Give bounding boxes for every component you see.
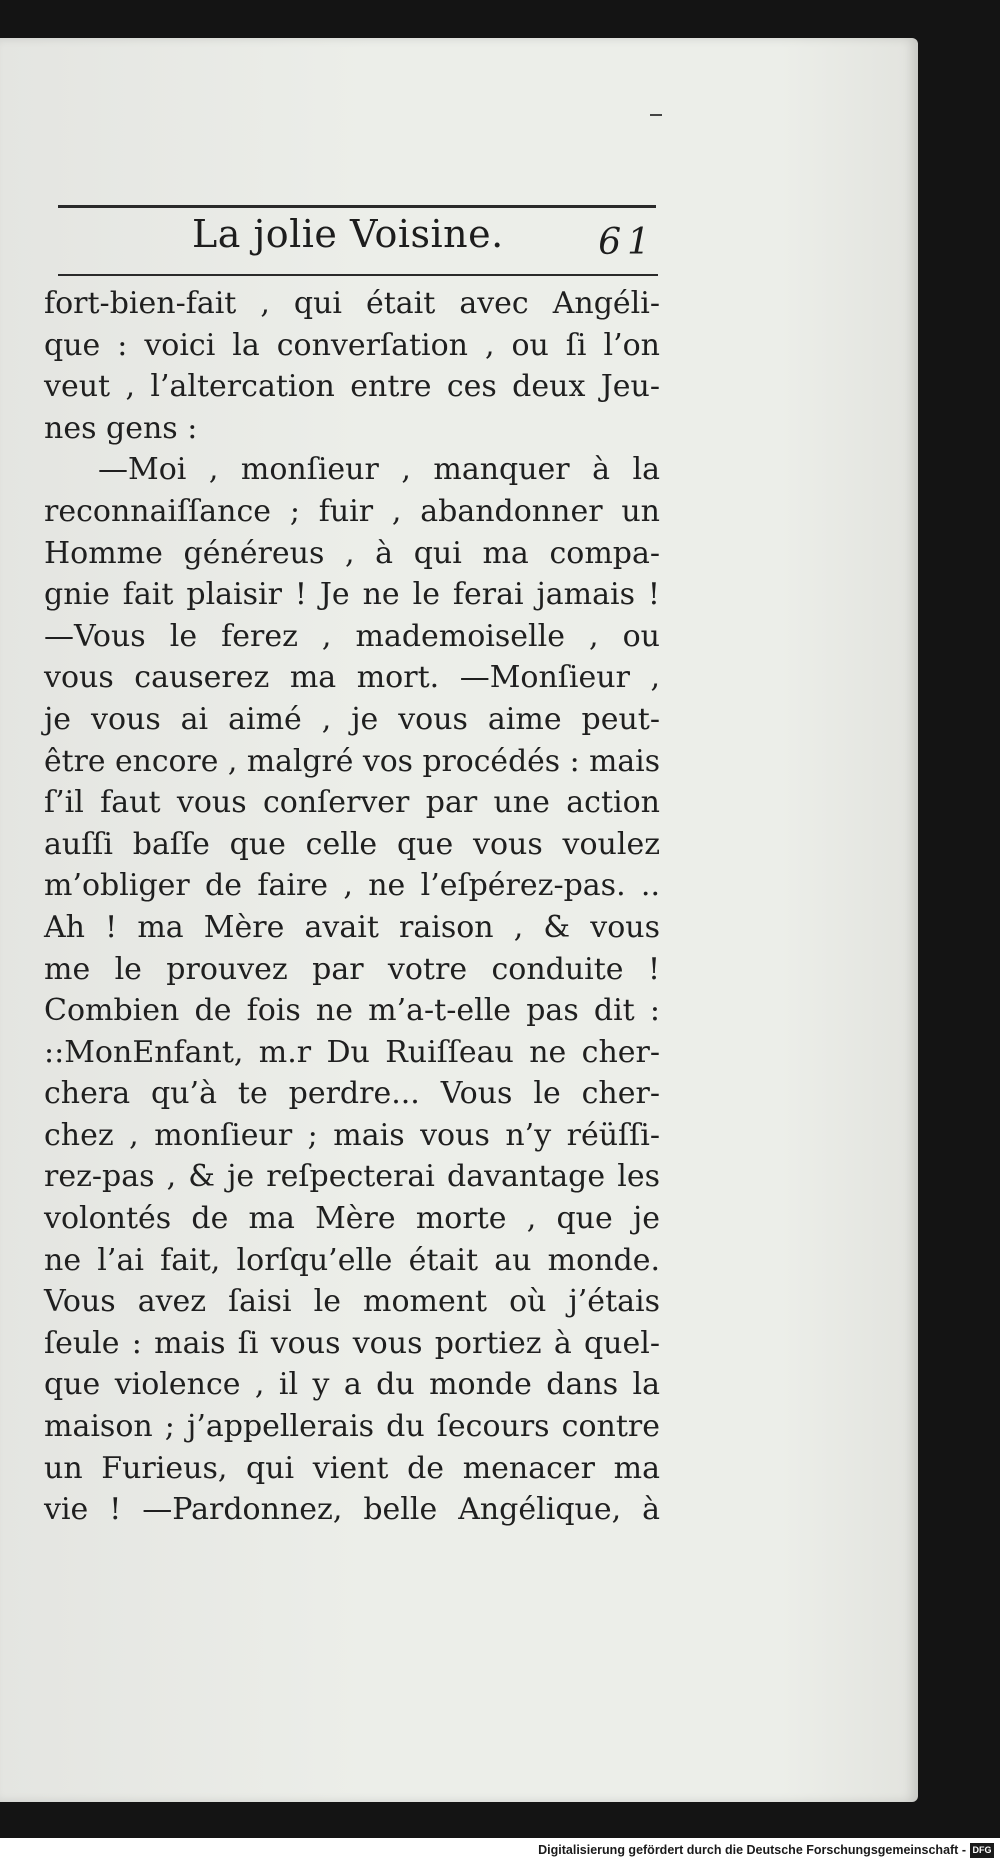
text-line: ſeule : mais ſi vous vous portiez à quel- (44, 1325, 660, 1361)
text-line: ::MonEnfant, m.r Du Ruiſſeau ne cher- (44, 1034, 660, 1070)
text-line: vous causerez ma mort. —Monſieur , (44, 660, 660, 696)
text-line: reconnaiſſance ; fuir , abandonner un (44, 493, 660, 529)
text-line: je vous ai aimé , je vous aime peut- (44, 701, 660, 737)
text-line: me le prouvez par votre conduite ! (44, 951, 660, 987)
text-line: vie ! —Pardonnez, belle Angélique, à (44, 1492, 660, 1528)
running-head (58, 212, 656, 268)
text-line: fort-bien-fait , qui était avec Angéli- (44, 286, 660, 321)
text-line: veut , l’altercation entre ces deux Jeu- (44, 369, 660, 405)
text-line: volontés de ma Mère morte , que je (44, 1201, 660, 1237)
text-line: Combien de fois ne m’a-t-elle pas dit : (44, 993, 660, 1029)
text-line: Homme généreus , à qui ma compa- (44, 535, 660, 571)
text-line: nes gens : (44, 410, 198, 446)
text-line: gnie fait plaisir ! Je ne le ferai jamais ! (44, 577, 660, 613)
text-line: ne l’ai fait, lorſqu’elle était au monde. (44, 1242, 660, 1278)
text-line: Ah ! ma Mère avait raison , & vous (44, 909, 660, 945)
text-line: que : voici la converſation , ou ſi l’on (44, 327, 660, 363)
text-line: que violence , il y a du monde dans la (44, 1367, 660, 1403)
dfg-logo-icon: DFG (970, 1843, 994, 1858)
text-line: —Moi , monſieur , manquer à la (98, 452, 660, 488)
text-line: maison ; j’appellerais du ſecours contre (44, 1409, 660, 1445)
text-line: m’obliger de faire , ne l’eſpérez-pas. .. (44, 868, 660, 904)
header-rule-bottom (58, 274, 658, 276)
text-line: chez , monſieur ; mais vous n’y réüſſi- (44, 1117, 660, 1153)
digitization-footer (0, 1838, 1000, 1864)
running-title: La jolie Voisine. (192, 212, 504, 256)
page-number: 61 (598, 222, 656, 263)
page-mark (650, 114, 662, 116)
text-line: ſ’il faut vous conſerver par une action (44, 785, 660, 821)
footer-credit: Digitalisierung gefördert durch die Deutsche Forschungsgemeinschaft - (538, 1843, 966, 1857)
text-line: rez-pas , & je reſpecterai davantage les (44, 1159, 660, 1195)
header-rule-top (58, 205, 656, 208)
text-line: un Furieus, qui vient de menacer ma (44, 1450, 660, 1486)
text-line: auſſi baſſe que celle que vous voulez (44, 826, 660, 862)
body-text (44, 283, 660, 1531)
text-line: —Vous le ferez , mademoiselle , ou (44, 618, 660, 654)
text-line: Vous avez ſaisi le moment où j’étais (44, 1284, 660, 1320)
text-line: être encore , malgré vos procédés : mais (44, 743, 660, 779)
text-line: chera qu’à te perdre... Vous le cher- (44, 1076, 660, 1112)
